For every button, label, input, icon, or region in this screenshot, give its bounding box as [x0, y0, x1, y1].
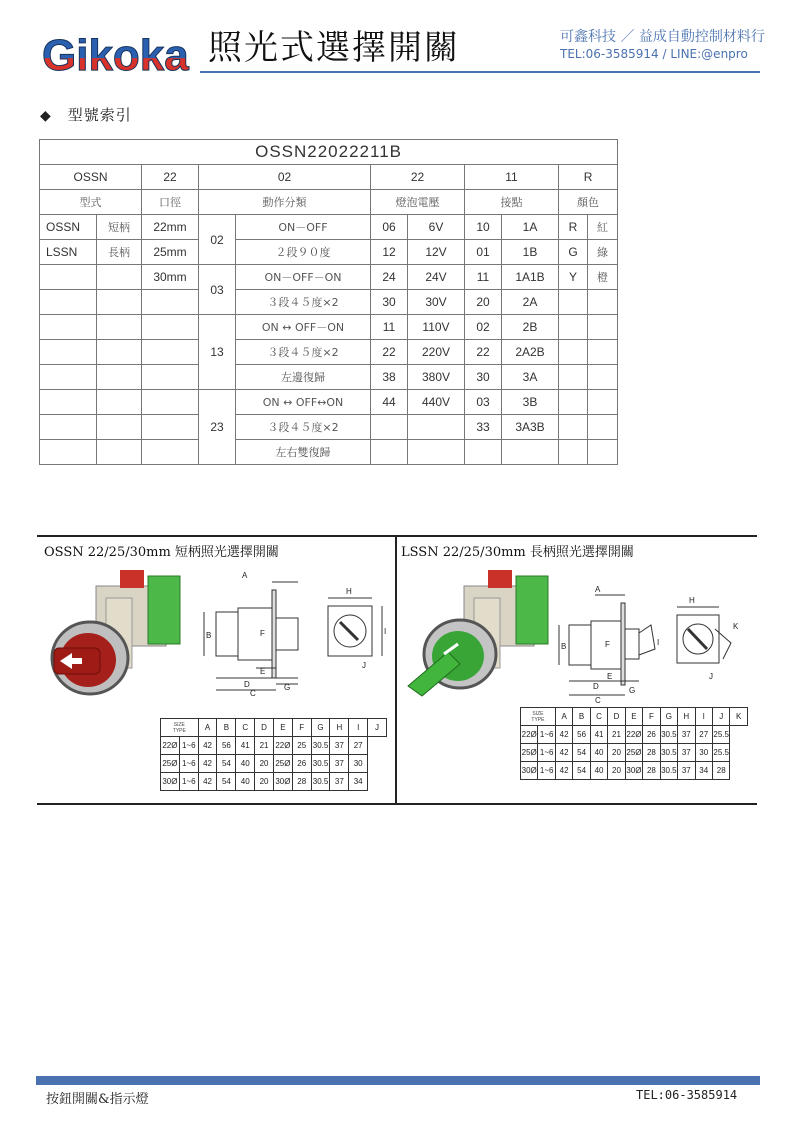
- dimension-cell: 28: [292, 773, 311, 791]
- dimension-cell: 37: [678, 726, 695, 744]
- voltage-code: 24: [371, 265, 408, 290]
- contact-value: 1A: [502, 215, 559, 240]
- action-type: ３段４５度×2: [236, 415, 371, 440]
- diameter: [142, 290, 199, 315]
- code-cell: 22: [142, 165, 199, 190]
- contact-code: 11: [465, 265, 502, 290]
- dimension-cell: 30: [349, 755, 368, 773]
- contact-value: 1B: [502, 240, 559, 265]
- color-code: [559, 315, 588, 340]
- section-title: 型號索引: [67, 106, 132, 124]
- voltage-value: 12V: [408, 240, 465, 265]
- type-name: [97, 440, 142, 465]
- diameter: [142, 315, 199, 340]
- size-type-corner: [521, 708, 556, 726]
- svg-text:A: A: [595, 585, 601, 594]
- color-name: [588, 315, 618, 340]
- action-type: ON ↔ OFF↔ON: [236, 390, 371, 415]
- svg-text:I: I: [384, 627, 387, 636]
- dimension-cell: 28: [712, 762, 729, 780]
- dimension-header: J: [712, 708, 729, 726]
- code-cell: 11: [465, 165, 559, 190]
- contact-value: 3A: [502, 365, 559, 390]
- table-row: [40, 315, 618, 340]
- svg-text:J: J: [709, 672, 713, 681]
- section-heading: [40, 104, 132, 125]
- svg-text:C: C: [250, 689, 256, 698]
- header-row: [40, 190, 618, 215]
- code-cell: R: [559, 165, 618, 190]
- table-row: [40, 415, 618, 440]
- svg-text:H: H: [689, 596, 695, 605]
- color-code: [559, 365, 588, 390]
- svg-text:B: B: [561, 642, 567, 651]
- panel-bottom-rule: [37, 803, 757, 805]
- dimension-header: H: [330, 719, 349, 737]
- dimension-cell: 25.5: [712, 726, 729, 744]
- color-name: [588, 290, 618, 315]
- dimension-cell: 30Ø: [161, 773, 180, 791]
- dimension-header-row: [521, 708, 748, 726]
- dimension-cell: 41: [236, 737, 255, 755]
- svg-text:E: E: [607, 672, 613, 681]
- dimension-header: A: [555, 708, 572, 726]
- dimension-header: C: [236, 719, 255, 737]
- dimension-cell: 27: [695, 726, 712, 744]
- voltage-code: 38: [371, 365, 408, 390]
- action-type: ３段４５度×2: [236, 290, 371, 315]
- corner-label: SIZE: [532, 710, 544, 717]
- voltage-value: 110V: [408, 315, 465, 340]
- model-number: OSSN22022211B: [40, 140, 618, 165]
- color-code: [559, 290, 588, 315]
- svg-text:J: J: [362, 661, 366, 670]
- contact-code: [465, 440, 502, 465]
- dimension-cell: 37: [330, 737, 349, 755]
- contact-code: 01: [465, 240, 502, 265]
- contact-code: 20: [465, 290, 502, 315]
- dimension-cell: 20: [608, 744, 625, 762]
- color-name: [588, 440, 618, 465]
- gikoka-logo: [40, 26, 200, 78]
- dimension-header: E: [625, 708, 642, 726]
- corner-label: SIZE: [173, 721, 185, 728]
- svg-text:A: A: [242, 571, 248, 580]
- dimension-cell: 37: [330, 755, 349, 773]
- action-type: 左右雙復歸: [236, 440, 371, 465]
- svg-text:C: C: [595, 696, 601, 703]
- table-row: [40, 265, 618, 290]
- contact-value: 2A2B: [502, 340, 559, 365]
- type-code: [40, 415, 97, 440]
- dimension-cell: 30.5: [660, 762, 677, 780]
- color-name: [588, 390, 618, 415]
- contact-value: 2A: [502, 290, 559, 315]
- dimension-cell: 40: [236, 773, 255, 791]
- ossn-panel-title: OSSN 22/25/30mm 短柄照光選擇開關: [44, 545, 279, 560]
- contact-code: 33: [465, 415, 502, 440]
- ossn-switch-image: [48, 568, 198, 698]
- table-row: [40, 440, 618, 465]
- type-name: [97, 290, 142, 315]
- column-header: 顏色: [559, 190, 618, 215]
- dimension-row: [521, 762, 748, 780]
- type-name: [97, 390, 142, 415]
- code-cell: 02: [199, 165, 371, 190]
- svg-text:F: F: [605, 640, 610, 649]
- dimension-cell: 37: [330, 773, 349, 791]
- dimension-cell: 30.5: [311, 737, 330, 755]
- dimension-cell: 34: [695, 762, 712, 780]
- diameter: 30mm: [142, 265, 199, 290]
- color-name: [588, 415, 618, 440]
- svg-text:G: G: [629, 686, 636, 695]
- dimension-header: H: [678, 708, 695, 726]
- contact-value: 2B: [502, 315, 559, 340]
- action-type: ON－OFF－ON: [236, 265, 371, 290]
- action-type: ON ↔ OFF－ON: [236, 315, 371, 340]
- dimension-cell: 25Ø: [521, 744, 538, 762]
- dimension-cell: 27: [349, 737, 368, 755]
- voltage-code: 44: [371, 390, 408, 415]
- contact-value: 1A1B: [502, 265, 559, 290]
- voltage-value: 380V: [408, 365, 465, 390]
- svg-text:H: H: [346, 587, 352, 596]
- type-code: [40, 390, 97, 415]
- dimension-cell: 28: [643, 744, 660, 762]
- dimension-cell: 40: [590, 762, 607, 780]
- diameter: [142, 365, 199, 390]
- voltage-value: [408, 440, 465, 465]
- dimension-cell: 37: [678, 762, 695, 780]
- voltage-value: 440V: [408, 390, 465, 415]
- contact-code: 03: [465, 390, 502, 415]
- dimension-header: G: [311, 719, 330, 737]
- dimension-cell: 26: [643, 726, 660, 744]
- color-code: [559, 390, 588, 415]
- table-row: [40, 365, 618, 390]
- svg-text:I: I: [657, 638, 660, 647]
- dimension-cell: 40: [236, 755, 255, 773]
- diameter: [142, 415, 199, 440]
- dimension-cell: 20: [255, 773, 274, 791]
- color-name: 綠: [588, 240, 618, 265]
- dimension-header: F: [292, 719, 311, 737]
- ossn-dimension-table: [160, 718, 387, 791]
- svg-text:K: K: [733, 622, 739, 631]
- contact-code: 10: [465, 215, 502, 240]
- dimension-cell: 1~6: [538, 744, 555, 762]
- footer-category: 按鈕開關&指示燈: [46, 1092, 149, 1107]
- voltage-value: 6V: [408, 215, 465, 240]
- table-row: [40, 290, 618, 315]
- dimension-cell: 54: [217, 755, 236, 773]
- contact-code: 22: [465, 340, 502, 365]
- header-rule: [200, 71, 760, 73]
- lssn-switch-image: [404, 568, 567, 698]
- svg-text:G: G: [284, 683, 291, 692]
- dimension-header: F: [643, 708, 660, 726]
- dimension-cell: 22Ø: [161, 737, 180, 755]
- dimension-cell: 54: [217, 773, 236, 791]
- table-row: [40, 215, 618, 240]
- type-name: [97, 415, 142, 440]
- dimension-header: G: [660, 708, 677, 726]
- type-code: [40, 315, 97, 340]
- type-code: [40, 290, 97, 315]
- action-group-code: 13: [199, 315, 236, 390]
- dimension-header: E: [273, 719, 292, 737]
- column-header: 動作分類: [199, 190, 371, 215]
- dimension-header: D: [255, 719, 274, 737]
- dimension-cell: 20: [255, 755, 274, 773]
- dimension-row: [521, 744, 748, 762]
- voltage-code: [371, 440, 408, 465]
- dimension-cell: 25Ø: [161, 755, 180, 773]
- voltage-code: [371, 415, 408, 440]
- type-name: [97, 265, 142, 290]
- lssn-dimension-drawing: [555, 585, 750, 703]
- dimension-cell: 56: [573, 726, 590, 744]
- dimension-cell: 41: [590, 726, 607, 744]
- type-name: [97, 315, 142, 340]
- type-code: [40, 265, 97, 290]
- dimension-cell: 56: [217, 737, 236, 755]
- table-row: [40, 340, 618, 365]
- dimension-header-row: [161, 719, 387, 737]
- dimension-header: A: [198, 719, 217, 737]
- type-code: OSSN: [40, 215, 97, 240]
- color-name: 紅: [588, 215, 618, 240]
- diameter: 22mm: [142, 215, 199, 240]
- diameter: [142, 390, 199, 415]
- dimension-cell: 25Ø: [273, 755, 292, 773]
- dimension-cell: 21: [608, 726, 625, 744]
- color-code: [559, 415, 588, 440]
- dimension-cell: 21: [255, 737, 274, 755]
- dimension-cell: 40: [590, 744, 607, 762]
- column-header: 口徑: [142, 190, 199, 215]
- dimension-cell: 22Ø: [521, 726, 538, 744]
- dimension-header: B: [573, 708, 590, 726]
- dimension-cell: 1~6: [179, 755, 198, 773]
- action-type: ３段４５度×2: [236, 340, 371, 365]
- dimension-row: [521, 726, 748, 744]
- svg-text:F: F: [260, 629, 265, 638]
- type-code: [40, 365, 97, 390]
- dimension-header: I: [349, 719, 368, 737]
- table-row: [40, 240, 618, 265]
- column-header: 接點: [465, 190, 559, 215]
- dimension-header: D: [608, 708, 625, 726]
- dimension-cell: 1~6: [538, 762, 555, 780]
- dimension-cell: 25: [292, 737, 311, 755]
- code-cell: OSSN: [40, 165, 142, 190]
- model-index-table: [39, 139, 618, 465]
- dimension-cell: 42: [555, 726, 572, 744]
- dimension-cell: 28: [643, 762, 660, 780]
- dimension-header: C: [590, 708, 607, 726]
- dimension-header: B: [217, 719, 236, 737]
- page-title: 照光式選擇開關: [208, 28, 460, 68]
- ossn-dimension-drawing: [198, 570, 390, 702]
- color-name: [588, 340, 618, 365]
- company-name: 可鑫科技 ／ 益成自動控制材料行: [560, 29, 765, 45]
- type-name: 短柄: [97, 215, 142, 240]
- color-code: [559, 440, 588, 465]
- color-code: R: [559, 215, 588, 240]
- dimension-cell: 1~6: [179, 773, 198, 791]
- voltage-code: 06: [371, 215, 408, 240]
- contact-value: [502, 440, 559, 465]
- dimension-cell: 30.5: [660, 726, 677, 744]
- dimension-cell: 42: [555, 762, 572, 780]
- dimension-cell: 42: [198, 737, 217, 755]
- column-header: 型式: [40, 190, 142, 215]
- dimension-row: [161, 755, 387, 773]
- color-name: [588, 365, 618, 390]
- color-code: [559, 340, 588, 365]
- action-group-code: 02: [199, 215, 236, 265]
- type-name: [97, 365, 142, 390]
- dimension-cell: 25.5: [712, 744, 729, 762]
- dimension-cell: 1~6: [538, 726, 555, 744]
- voltage-value: [408, 415, 465, 440]
- dimension-cell: 42: [555, 744, 572, 762]
- footer-phone: TEL:06-3585914: [636, 1088, 738, 1102]
- contact-info: TEL:06-3585914 / LINE:@enpro: [560, 47, 748, 61]
- color-code: Y: [559, 265, 588, 290]
- dimension-header: K: [730, 708, 748, 726]
- dimension-cell: 30.5: [660, 744, 677, 762]
- type-code: [40, 340, 97, 365]
- dimension-header: I: [695, 708, 712, 726]
- code-row: [40, 165, 618, 190]
- dimension-row: [161, 737, 387, 755]
- action-group-code: 23: [199, 390, 236, 465]
- footer-bar: [36, 1076, 760, 1085]
- corner-label: TYPE: [172, 727, 186, 734]
- code-cell: 22: [371, 165, 465, 190]
- diameter: [142, 340, 199, 365]
- type-code: LSSN: [40, 240, 97, 265]
- dimension-cell: 42: [198, 773, 217, 791]
- dimension-row: [161, 773, 387, 791]
- dimension-cell: 42: [198, 755, 217, 773]
- dimension-cell: 54: [573, 762, 590, 780]
- voltage-code: 30: [371, 290, 408, 315]
- svg-text:Gikoka: Gikoka: [42, 31, 189, 78]
- voltage-value: 30V: [408, 290, 465, 315]
- dimension-cell: 30.5: [311, 773, 330, 791]
- dimension-cell: 22Ø: [273, 737, 292, 755]
- corner-label: TYPE: [531, 716, 545, 723]
- dimension-cell: 30Ø: [273, 773, 292, 791]
- voltage-code: 22: [371, 340, 408, 365]
- action-type: ２段９０度: [236, 240, 371, 265]
- dimension-cell: 26: [292, 755, 311, 773]
- color-name: 橙: [588, 265, 618, 290]
- lssn-dimension-table: [520, 707, 748, 780]
- voltage-code: 11: [371, 315, 408, 340]
- type-name: 長柄: [97, 240, 142, 265]
- dimension-cell: 30Ø: [521, 762, 538, 780]
- contact-code: 02: [465, 315, 502, 340]
- lssn-panel-title: LSSN 22/25/30mm 長柄照光選擇開關: [401, 545, 634, 560]
- dimension-cell: 37: [678, 744, 695, 762]
- model-number-row: [40, 140, 618, 165]
- dimension-header: J: [368, 719, 387, 737]
- voltage-code: 12: [371, 240, 408, 265]
- dimension-cell: 34: [349, 773, 368, 791]
- panel-top-rule: [37, 535, 757, 537]
- contact-value: 3A3B: [502, 415, 559, 440]
- column-header: 燈泡電壓: [371, 190, 465, 215]
- dimension-cell: 25Ø: [625, 744, 642, 762]
- table-row: [40, 390, 618, 415]
- diameter: [142, 440, 199, 465]
- svg-text:D: D: [593, 682, 599, 691]
- color-code: G: [559, 240, 588, 265]
- dimension-cell: 1~6: [179, 737, 198, 755]
- voltage-value: 220V: [408, 340, 465, 365]
- svg-text:B: B: [206, 631, 212, 640]
- dimension-cell: 22Ø: [625, 726, 642, 744]
- size-type-corner: [161, 719, 199, 737]
- dimension-cell: 54: [573, 744, 590, 762]
- type-name: [97, 340, 142, 365]
- panel-divider: [395, 536, 397, 804]
- contact-value: 3B: [502, 390, 559, 415]
- action-type: ON－OFF: [236, 215, 371, 240]
- diamond-bullet-icon: ◆: [40, 108, 52, 124]
- voltage-value: 24V: [408, 265, 465, 290]
- contact-code: 30: [465, 365, 502, 390]
- diameter: 25mm: [142, 240, 199, 265]
- svg-text:E: E: [260, 667, 266, 676]
- action-group-code: 03: [199, 265, 236, 315]
- dimension-cell: 30: [695, 744, 712, 762]
- svg-text:D: D: [244, 680, 250, 689]
- action-type: 左邊復歸: [236, 365, 371, 390]
- type-code: [40, 440, 97, 465]
- dimension-cell: 30.5: [311, 755, 330, 773]
- dimension-cell: 30Ø: [625, 762, 642, 780]
- dimension-cell: 20: [608, 762, 625, 780]
